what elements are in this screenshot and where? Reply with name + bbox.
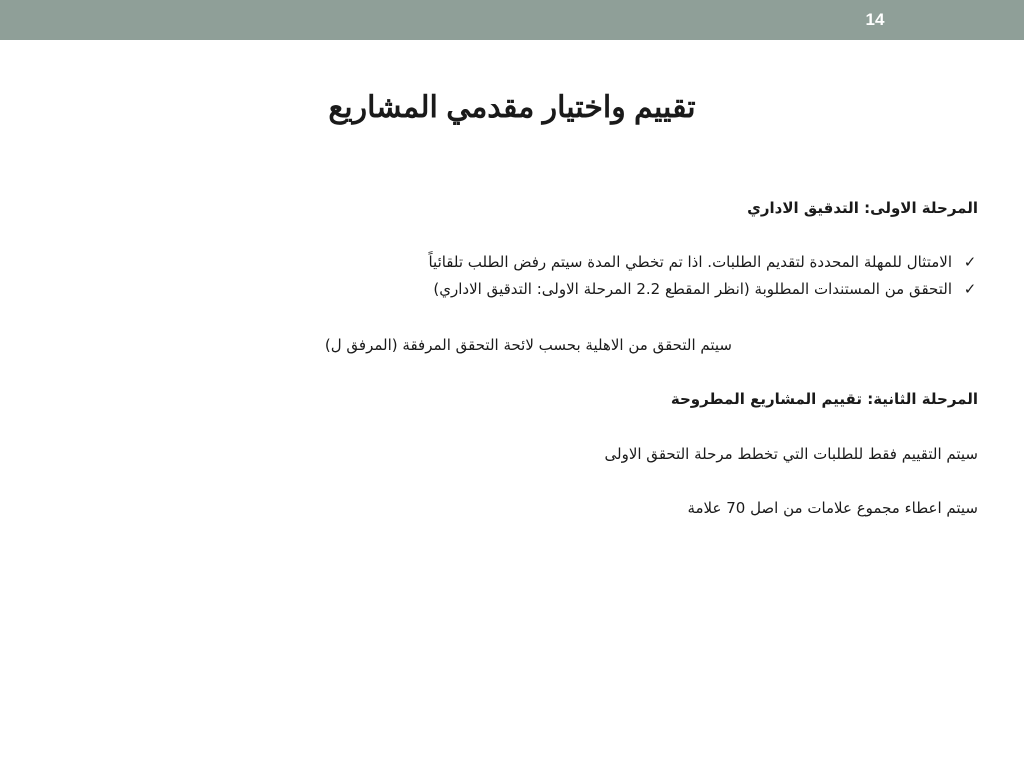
checkmark-icon: ✓ [963,253,977,271]
phase2-note-evaluation: سيتم التقييم فقط للطلبات التي تخطط مرحلة التحقق الاولى [604,445,978,463]
checklist-item-text: الامتثال للمهلة المحددة لتقديم الطلبات. اذا تم تخطي المدة سيتم رفض الطلب تلقائياً [428,253,952,271]
checklist-item [433,280,978,298]
checkmark-icon: ✓ [963,280,977,298]
slide-title: تقييم واختيار مقدمي المشاريع [328,91,696,124]
eligibility-note: سيتم التحقق من الاهلية بحسب لائحة التحقق المرفقة (المرفق ل) [324,336,732,354]
top-bar [0,0,1024,40]
phase2-heading: المرحلة الثانية: تقييم المشاريع المطروحة [670,390,978,408]
checklist-item [428,253,978,271]
phase1-heading: المرحلة الاولى: التدقيق الاداري [747,199,978,217]
slide-number: 14 [865,10,885,29]
checklist-item-text: التحقق من المستندات المطلوبة (انظر المقطع 2.2 المرحلة الاولى: التدقيق الاداري) [433,280,952,298]
phase2-note-score: سيتم اعطاء مجموع علامات من اصل 70 علامة [687,499,978,517]
